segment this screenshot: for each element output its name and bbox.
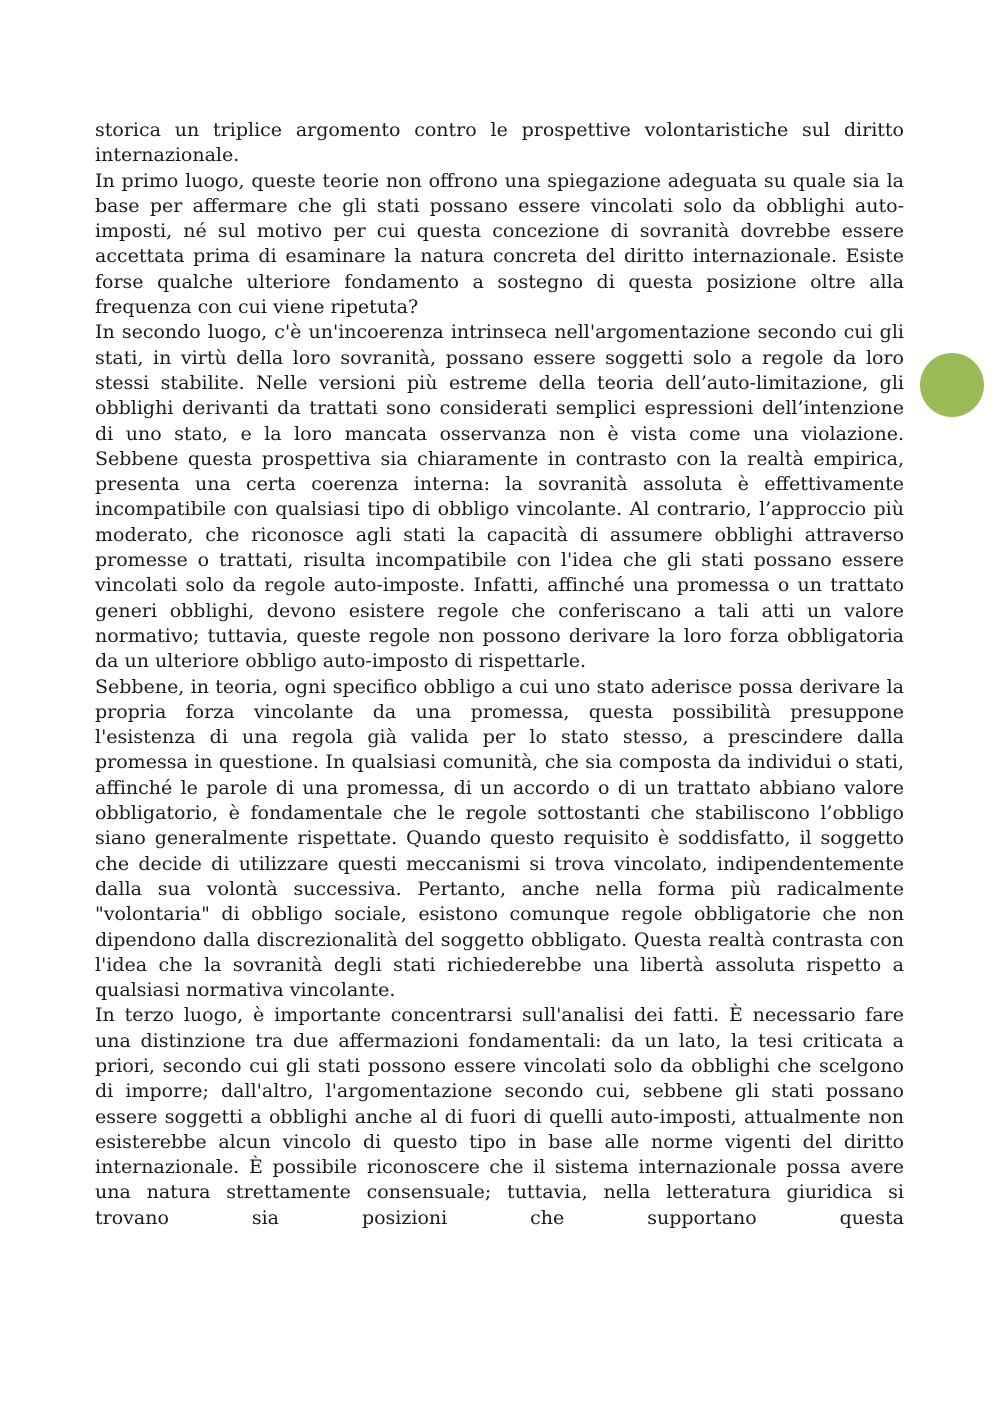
paragraph-second-argument: In secondo luogo, c'è un'incoerenza intrinseca nell'argomentazione secondo cui gli stati, in virtù della loro sovranità, possano essere soggetti solo a regole da loro stessi stabilite. Nelle versioni più estreme della teoria dell’auto-limitazione, gli obblighi derivanti da trattati sono considerati semplici espressioni dell’intenzione di uno stato, e la loro mancata osservanza non è vista come una violazione. Sebbene questa prospettiva sia chiaramente in contrasto con la realtà empirica, presenta una certa coerenza interna: la sovranità assoluta è effettivamente incompatibile con qualsiasi tipo di obbligo vincolante. Al contrario, l’approccio più moderato, che riconosce agli stati la capacità di assumere obblighi attraverso promesse o trattati, risulta incompatibile con l'idea che gli stati possano essere vincolati solo da regole auto-imposte. Infatti, affinché una promessa o un trattato generi obblighi, devono esistere regole che conferiscano a tali atti un valore normativo; tuttavia, queste regole non possono derivare la loro forza obbligatoria da un ulteriore obbligo auto-imposto di rispettarle. [95, 321, 904, 673]
green-circle-marker [920, 353, 984, 417]
paragraph-first-argument: In primo luogo, queste teorie non offrono una spiegazione adeguata su quale sia la base per affermare che gli stati possano essere vincolati solo da obblighi auto-imposti, né sul motivo per cui questa concezione di sovranità dovrebbe essere accettata prima di esaminare la natura concreta del diritto internazionale. Esiste forse qualche ulteriore fondamento a sostegno di questa posizione oltre alla frequenza con cui viene ripetuta? [95, 169, 904, 319]
paragraph-third-argument: In terzo luogo, è importante concentrarsi sull'analisi dei fatti. È necessario fare una distinzione tra due affermazioni fondamentali: da un lato, la tesi criticata a priori, secondo cui gli stati possono essere vincolati solo da obblighi che scelgono di imporre; dall'altro, l'argomentazione secondo cui, sebbene gli stati possano essere soggetti a obblighi anche al di fuori di quelli auto-imposti, attualmente non esisterebbe alcun vincolo di questo tipo in base alle norme vigenti del diritto internazionale. È possibile riconoscere che il sistema internazionale possa avere una natura strettamente consensuale; tuttavia, nella letteratura giuridica si trovano sia posizioni che supportano questa [95, 1004, 904, 1229]
paragraph-continuation: storica un triplice argomento contro le prospettive volontaristiche sul diritto internazionale. [95, 119, 904, 167]
document-body [95, 118, 904, 1231]
paragraph-promise-obligation: Sebbene, in teoria, ogni specifico obbligo a cui uno stato aderisce possa derivare la propria forza vincolante da una promessa, questa possibilità presuppone l'esistenza di una regola già valida per lo stato stesso, a prescindere dalla promessa in questione. In qualsiasi comunità, che sia composta da individui o stati, affinché le parole di una promessa, di un accordo o di un trattato abbiano valore obbligatorio, è fondamentale che le regole sottostanti che stabiliscono l’obbligo siano generalmente rispettate. Quando questo requisito è soddisfatto, il soggetto che decide di utilizzare questi meccanismi si trova vincolato, indipendentemente dalla sua volontà successiva. Pertanto, anche nella forma più radicalmente "volontaria" di obbligo sociale, esistono comunque regole obbligatorie che non dipendono dalla discrezionalità del soggetto obbligato. Questa realtà contrasta con l'idea che la sovranità degli stati richiederebbe una libertà assoluta rispetto a qualsiasi normativa vincolante. [95, 675, 904, 1002]
